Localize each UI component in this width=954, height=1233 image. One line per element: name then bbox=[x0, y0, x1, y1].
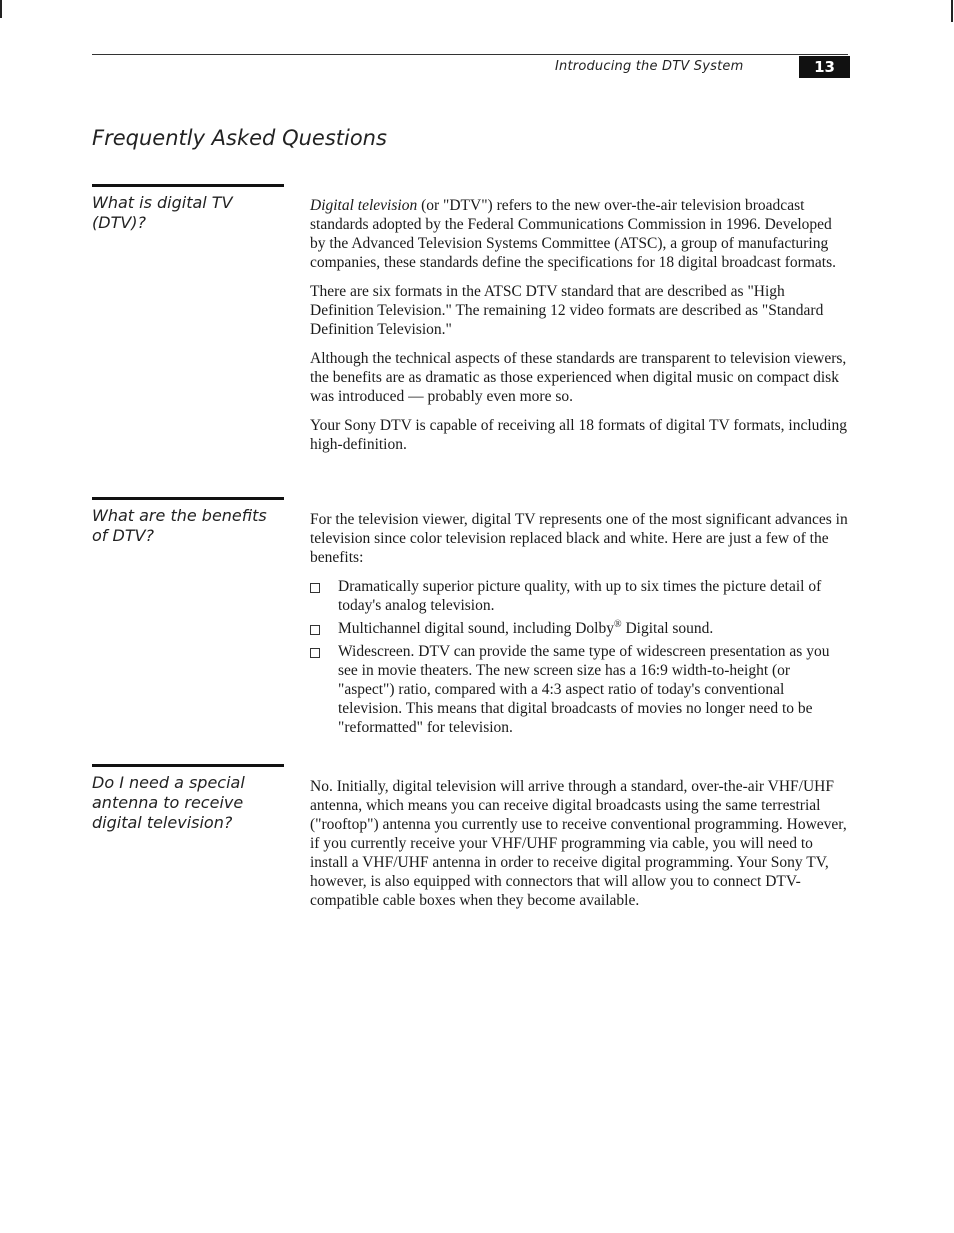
question-rule bbox=[92, 184, 284, 187]
question-heading: What are the benefits of DTV? bbox=[92, 506, 267, 545]
page-number-badge: 13 bbox=[799, 56, 850, 78]
answer-paragraph: Your Sony DTV is capable of receiving all 18 formats of digital TV formats, including high-definition. bbox=[310, 417, 847, 453]
checkbox-bullet-icon bbox=[310, 625, 320, 635]
benefits-list bbox=[310, 577, 850, 737]
page-title: Frequently Asked Questions bbox=[92, 126, 387, 150]
answer-paragraph: No. Initially, digital television will arrive through a standard, over-the-air VHF/UHF antenna, which means you can receive digital broadcasts using the same terrestrial ("rooftop") antenna you currently use to receive conventional programming. However, if you currently receive your VHF/UHF programming via cable, you will need to install a VHF/UHF antenna in order to receive digital programming. Your Sony TV, however, is also equipped with connectors that will allow you to connect DTV-compatible cable boxes when they become available. bbox=[310, 778, 847, 909]
list-item-text: Widescreen. DTV can provide the same type of widescreen presentation as you see in movie theaters. The new screen size has a 16:9 width-to-height (or "aspect") ratio, compared with a 4:3 aspect ratio of today's conventional television. This means that digital broadcasts of movies no longer need to be "reformatted" for television. bbox=[338, 643, 830, 736]
list-item-text-tail: Digital sound. bbox=[621, 620, 714, 637]
registered-mark: ® bbox=[613, 618, 622, 630]
answer-block bbox=[310, 196, 850, 464]
checkbox-bullet-icon bbox=[310, 648, 320, 658]
question-rule bbox=[92, 497, 284, 500]
term-italic: Digital television bbox=[310, 197, 418, 214]
answer-paragraph: There are six formats in the ATSC DTV standard that are described as "High Definition Television." The remaining 12 video formats are described as "Standard Definition Television." bbox=[310, 283, 824, 338]
checkbox-bullet-icon bbox=[310, 583, 320, 593]
answer-paragraph: Although the technical aspects of these standards are transparent to television viewers, the benefits are as dramatic as those experienced when digital music on compact disk was introduced — probably even more so. bbox=[310, 350, 847, 405]
list-item bbox=[310, 619, 850, 638]
running-header-title: Introducing the DTV System bbox=[555, 59, 744, 74]
answer-block bbox=[310, 777, 850, 920]
header-rule bbox=[92, 54, 848, 55]
answer-paragraph bbox=[310, 196, 850, 272]
question-heading: What is digital TV (DTV)? bbox=[92, 193, 233, 232]
question-rule bbox=[92, 764, 284, 767]
paragraph-text: (or "DTV") refers to the new over-the-air television broadcast standards adopted by the Federal Communications Commission in 1996. Developed by the Advanced Television Systems Committee (ATSC), a group of manufacturing companies, these standards define the specifications for 18 digital broadcast formats. bbox=[310, 197, 836, 271]
list-item bbox=[310, 577, 850, 615]
list-item bbox=[310, 642, 850, 737]
scan-edge-mark-right bbox=[951, 0, 953, 22]
answer-block bbox=[310, 510, 850, 741]
list-item-text: Dramatically superior picture quality, with up to six times the picture detail of today's analog television. bbox=[338, 578, 822, 614]
scan-edge-mark-left bbox=[0, 0, 2, 18]
list-item-text: Multichannel digital sound, including Dolby bbox=[338, 620, 614, 637]
answer-paragraph: For the television viewer, digital TV represents one of the most significant advances in television since color television replaced black and white. Here are just a few of the benefits: bbox=[310, 511, 848, 566]
question-heading: Do I need a special antenna to receive digital television? bbox=[92, 773, 245, 832]
